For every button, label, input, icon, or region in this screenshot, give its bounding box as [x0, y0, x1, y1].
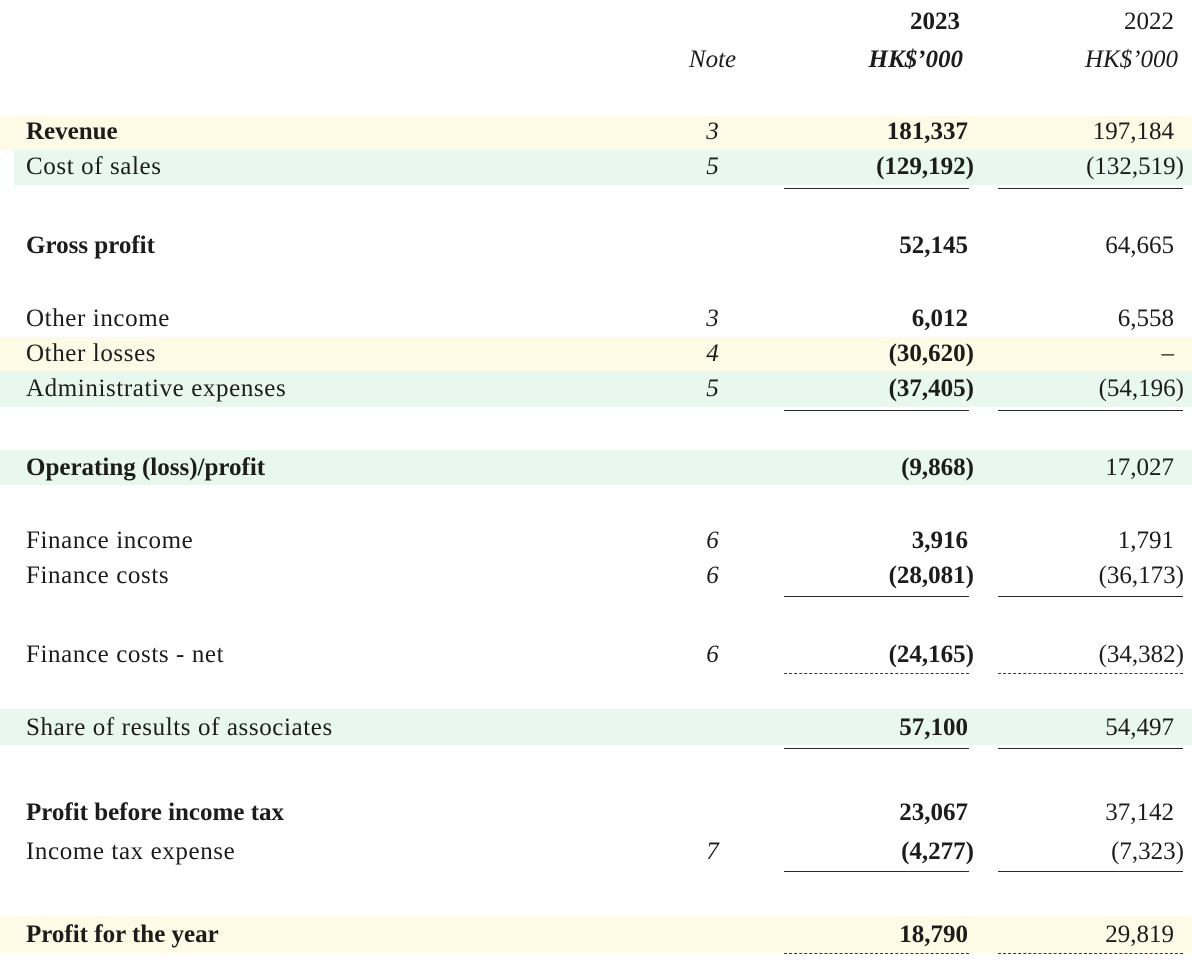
subtotal-rule	[784, 410, 969, 411]
highlight-band	[0, 337, 1192, 371]
value-2022: 64,665	[1105, 232, 1174, 259]
row-note: 6	[706, 527, 719, 554]
header-year-2023: 2023	[910, 8, 960, 35]
value-2022: 1,791	[1117, 527, 1174, 554]
header-unit-2022: HK$’000	[1084, 46, 1178, 73]
value-2023: (9,868)	[901, 454, 974, 481]
row-label: Finance costs - net	[26, 641, 225, 668]
row-label: Finance income	[26, 527, 194, 554]
value-2022: (132,519)	[1086, 153, 1184, 180]
dashed-rule	[784, 673, 969, 674]
dashed-rule	[998, 673, 1183, 674]
row-label: Administrative expenses	[26, 375, 287, 402]
dashed-rule	[784, 953, 969, 954]
value-2023: (4,277)	[901, 838, 974, 865]
value-2023: 181,337	[886, 118, 968, 145]
value-2023: 23,067	[899, 799, 968, 826]
highlight-band	[0, 116, 1192, 150]
value-2023: 57,100	[899, 714, 968, 741]
value-2022: (34,382)	[1098, 641, 1184, 668]
value-2023: (30,620)	[888, 340, 974, 367]
value-2023: (129,192)	[876, 153, 974, 180]
highlight-band	[14, 150, 1192, 185]
value-2023: 3,916	[911, 527, 968, 554]
row-note: 5	[706, 153, 719, 180]
header-year-2022: 2022	[1124, 8, 1174, 35]
row-label: Other income	[26, 305, 170, 332]
value-2022: 197,184	[1092, 118, 1174, 145]
value-2022: 54,497	[1105, 714, 1174, 741]
value-2023: (28,081)	[888, 562, 974, 589]
row-label: Other losses	[26, 340, 157, 367]
value-2023: (37,405)	[888, 375, 974, 402]
subtotal-rule	[998, 188, 1183, 189]
subtotal-rule	[998, 871, 1183, 872]
subtotal-rule	[784, 871, 969, 872]
row-note: 5	[706, 375, 719, 402]
header-note: Note	[688, 46, 737, 73]
row-label: Finance costs	[26, 562, 170, 589]
row-note: 3	[706, 305, 719, 332]
value-2023: 52,145	[899, 232, 968, 259]
row-label: Income tax expense	[26, 838, 236, 865]
subtotal-rule	[784, 188, 969, 189]
row-label: Cost of sales	[26, 153, 162, 180]
row-label: Gross profit	[26, 232, 155, 259]
subtotal-rule	[784, 748, 969, 749]
row-note: 6	[706, 641, 719, 668]
row-label: Revenue	[26, 118, 118, 145]
row-label: Profit for the year	[26, 921, 219, 948]
value-2022: 6,558	[1117, 305, 1174, 332]
row-note: 7	[706, 838, 719, 865]
value-2023: (24,165)	[888, 641, 974, 668]
subtotal-rule	[998, 410, 1183, 411]
header-unit-2023: HK$’000	[868, 46, 963, 73]
row-note: 3	[706, 118, 719, 145]
value-2023: 18,790	[899, 921, 968, 948]
dashed-rule	[998, 953, 1183, 954]
value-2022: (54,196)	[1098, 375, 1184, 402]
subtotal-rule	[998, 596, 1183, 597]
row-label: Profit before income tax	[26, 799, 285, 826]
row-label: Share of results of associates	[26, 714, 333, 741]
value-2022: 29,819	[1105, 921, 1174, 948]
value-2022: 37,142	[1105, 799, 1174, 826]
row-label: Operating (loss)/profit	[26, 454, 266, 481]
value-2023: 6,012	[911, 305, 968, 332]
subtotal-rule	[998, 748, 1183, 749]
value-2022: 17,027	[1105, 454, 1174, 481]
subtotal-rule	[784, 596, 969, 597]
row-note: 4	[706, 340, 719, 367]
value-2022: –	[1161, 340, 1174, 367]
value-2022: (7,323)	[1111, 838, 1184, 865]
value-2022: (36,173)	[1098, 562, 1184, 589]
row-note: 6	[706, 562, 719, 589]
